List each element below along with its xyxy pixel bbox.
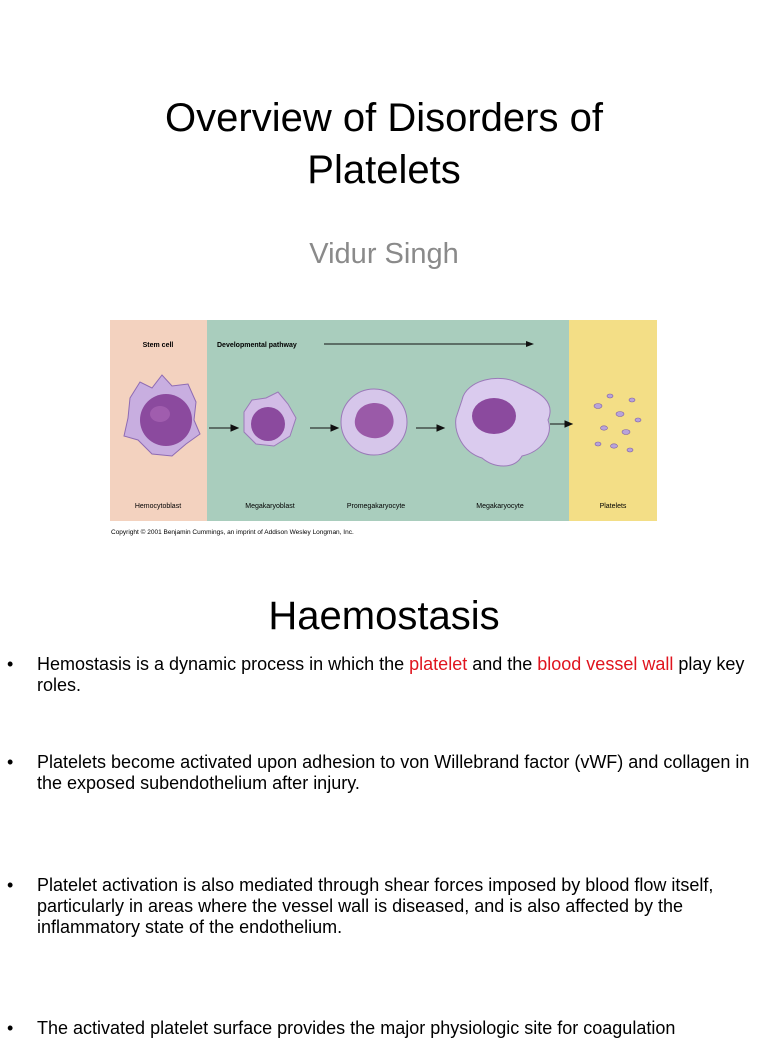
bullet-dot: •: [7, 1018, 14, 1038]
highlight-vessel-wall: blood vessel wall: [537, 654, 674, 674]
haemostasis-title: Haemostasis: [268, 594, 500, 638]
bullet-dot: •: [7, 752, 14, 772]
promegakaryocyte-cell: [341, 389, 407, 455]
bullet-dot: •: [7, 875, 14, 895]
bullet-text: Platelets become activated upon adhesion to von Willebrand factor (vWF) and collagen in the exposed subendothelium after injury.: [37, 752, 750, 793]
bullet-text: The activated platelet surface provides the major physiologic site for coagulation: [37, 1018, 676, 1038]
cell-label-platelets: Platelets: [599, 503, 627, 510]
pathway-label: Developmental pathway: [217, 342, 297, 349]
cell-label-megakaryocyte: Megakaryocyte: [476, 503, 524, 510]
cell-label-promegakaryocyte: Promegakaryocyte: [346, 503, 406, 510]
platelets-panel: [569, 320, 657, 521]
stem-cell-label: Stem cell: [142, 342, 174, 349]
author-name: Vidur Singh: [309, 238, 459, 270]
slide-title: [0, 92, 768, 196]
highlight-platelet: platelet: [409, 654, 468, 674]
figure-copyright: Copyright © 2001 Benjamin Cummings, an imprint of Addison Wesley Longman, Inc.: [111, 529, 354, 536]
bullet-dot: •: [7, 654, 14, 674]
bullet-text: Hemostasis is a dynamic process in which the platelet and the blood vessel wall play key roles.: [37, 654, 745, 695]
title-line-1: Overview of Disorders of: [165, 96, 603, 140]
platelet-development-figure: [110, 320, 657, 542]
bullet-text: Platelet activation is also mediated through shear forces imposed by blood flow itself, particularly in areas where the vessel wall is diseased, and is also affected by the inflammatory state of the endothelium.: [37, 875, 714, 937]
figure-svg: [110, 320, 657, 542]
cell-label-hemocytoblast: Hemocytoblast: [134, 503, 182, 510]
title-line-2: Platelets: [307, 148, 461, 192]
cell-label-megakaryoblast: Megakaryoblast: [245, 503, 295, 510]
